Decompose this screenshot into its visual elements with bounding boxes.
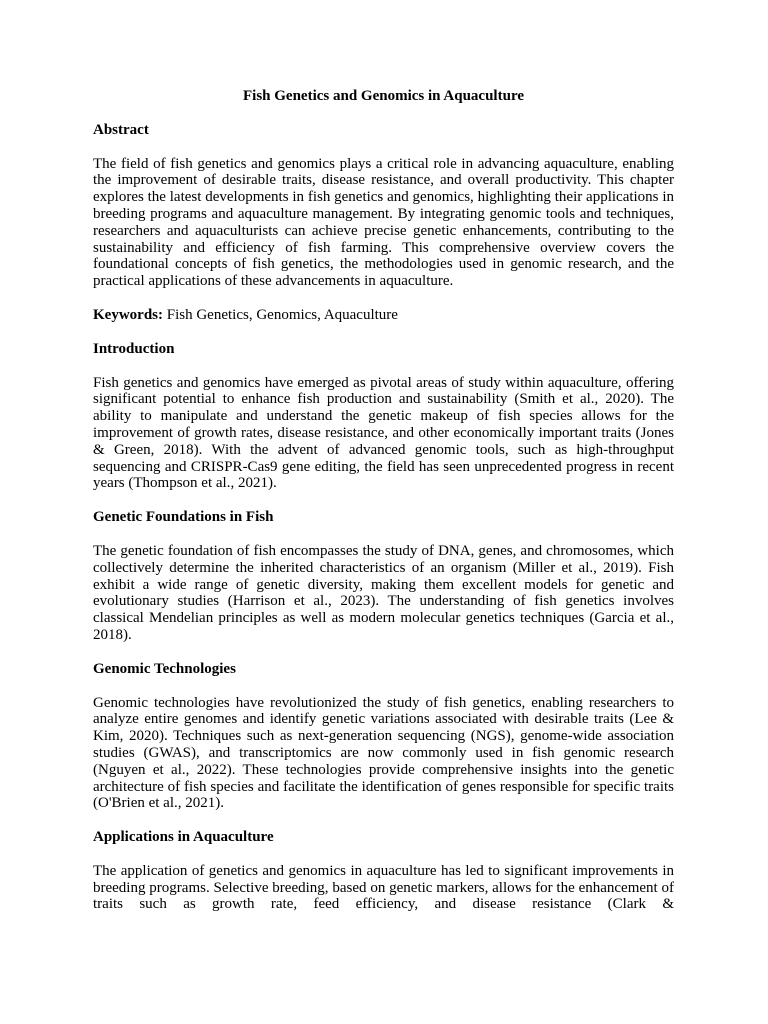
section-heading-applications: Applications in Aquaculture xyxy=(93,829,274,846)
abstract-heading: Abstract xyxy=(93,121,149,138)
keywords-text: Fish Genetics, Genomics, Aquaculture xyxy=(163,306,398,323)
abstract-text: The field of fish genetics and genomics plays a critical role in advancing aquaculture, enabling the improvement of desirable traits, disease resistance, and overall productivity. This chapter explores the latest developments in fish genetics and genomics, highlighting their applications in breeding programs and aquaculture management. By integrating genomic tools and techniques, researchers and aquaculturists can achieve precise genetic enhancements, contributing to the sustainability and efficiency of fish farming. This comprehensive overview covers the foundational concepts of fish genetics, the methodologies used in genomic research, and the practical applications of these advancements in aquaculture. xyxy=(93,155,674,290)
keywords-line xyxy=(93,307,674,324)
section-heading-genomic-technologies: Genomic Technologies xyxy=(93,660,236,677)
section-text-genomic-technologies: Genomic technologies have revolutionized the study of fish genetics, enabling researchers to analyze entire genomes and identify genetic variations associated with desirable traits (Lee & Kim, 2020). Techniques such as next-generation sequencing (NGS), genome-wide association studies (GWAS), and transcriptomics are now commonly used in fish genomic research (Nguyen et al., 2022). These technologies provide comprehensive insights into the genetic architecture of fish species and facilitate the identification of genes responsible for specific traits (O'Brien et al., 2021). xyxy=(93,694,674,812)
section-heading-genetic-foundations: Genetic Foundations in Fish xyxy=(93,509,274,526)
section-heading-introduction: Introduction xyxy=(93,340,175,357)
keywords-label: Keywords: xyxy=(93,306,163,323)
document-page xyxy=(93,84,674,913)
document-title: Fish Genetics and Genomics in Aquaculture xyxy=(242,88,524,104)
section-text-applications: The application of genetics and genomics in aquaculture has led to significant improvements in breeding programs. Selective breeding, based on genetic markers, allows for the enhancement of traits such as growth rate, feed efficiency, and disease resistance (Clark & xyxy=(93,862,674,913)
section-text-genetic-foundations: The genetic foundation of fish encompasses the study of DNA, genes, and chromosomes, which collectively determine the inherited characteristics of an organism (Miller et al., 2019). Fish exhibit a wide range of genetic diversity, making them excellent models for genetic and evolutionary studies (Harrison et al., 2023). The understanding of fish genetics involves classical Mendelian principles as well as modern molecular genetics techniques (Garcia et al., 2018). xyxy=(93,542,674,643)
section-text-introduction: Fish genetics and genomics have emerged as pivotal areas of study within aquaculture, offering significant potential to enhance fish production and sustainability (Smith et al., 2020). The ability to manipulate and understand the genetic makeup of fish species allows for the improvement of growth rates, disease resistance, and other economically important traits (Jones & Green, 2018). With the advent of advanced genomic tools, such as high-throughput sequencing and CRISPR-Cas9 gene editing, the field has seen unprecedented progress in recent years (Thompson et al., 2021). xyxy=(93,374,674,492)
